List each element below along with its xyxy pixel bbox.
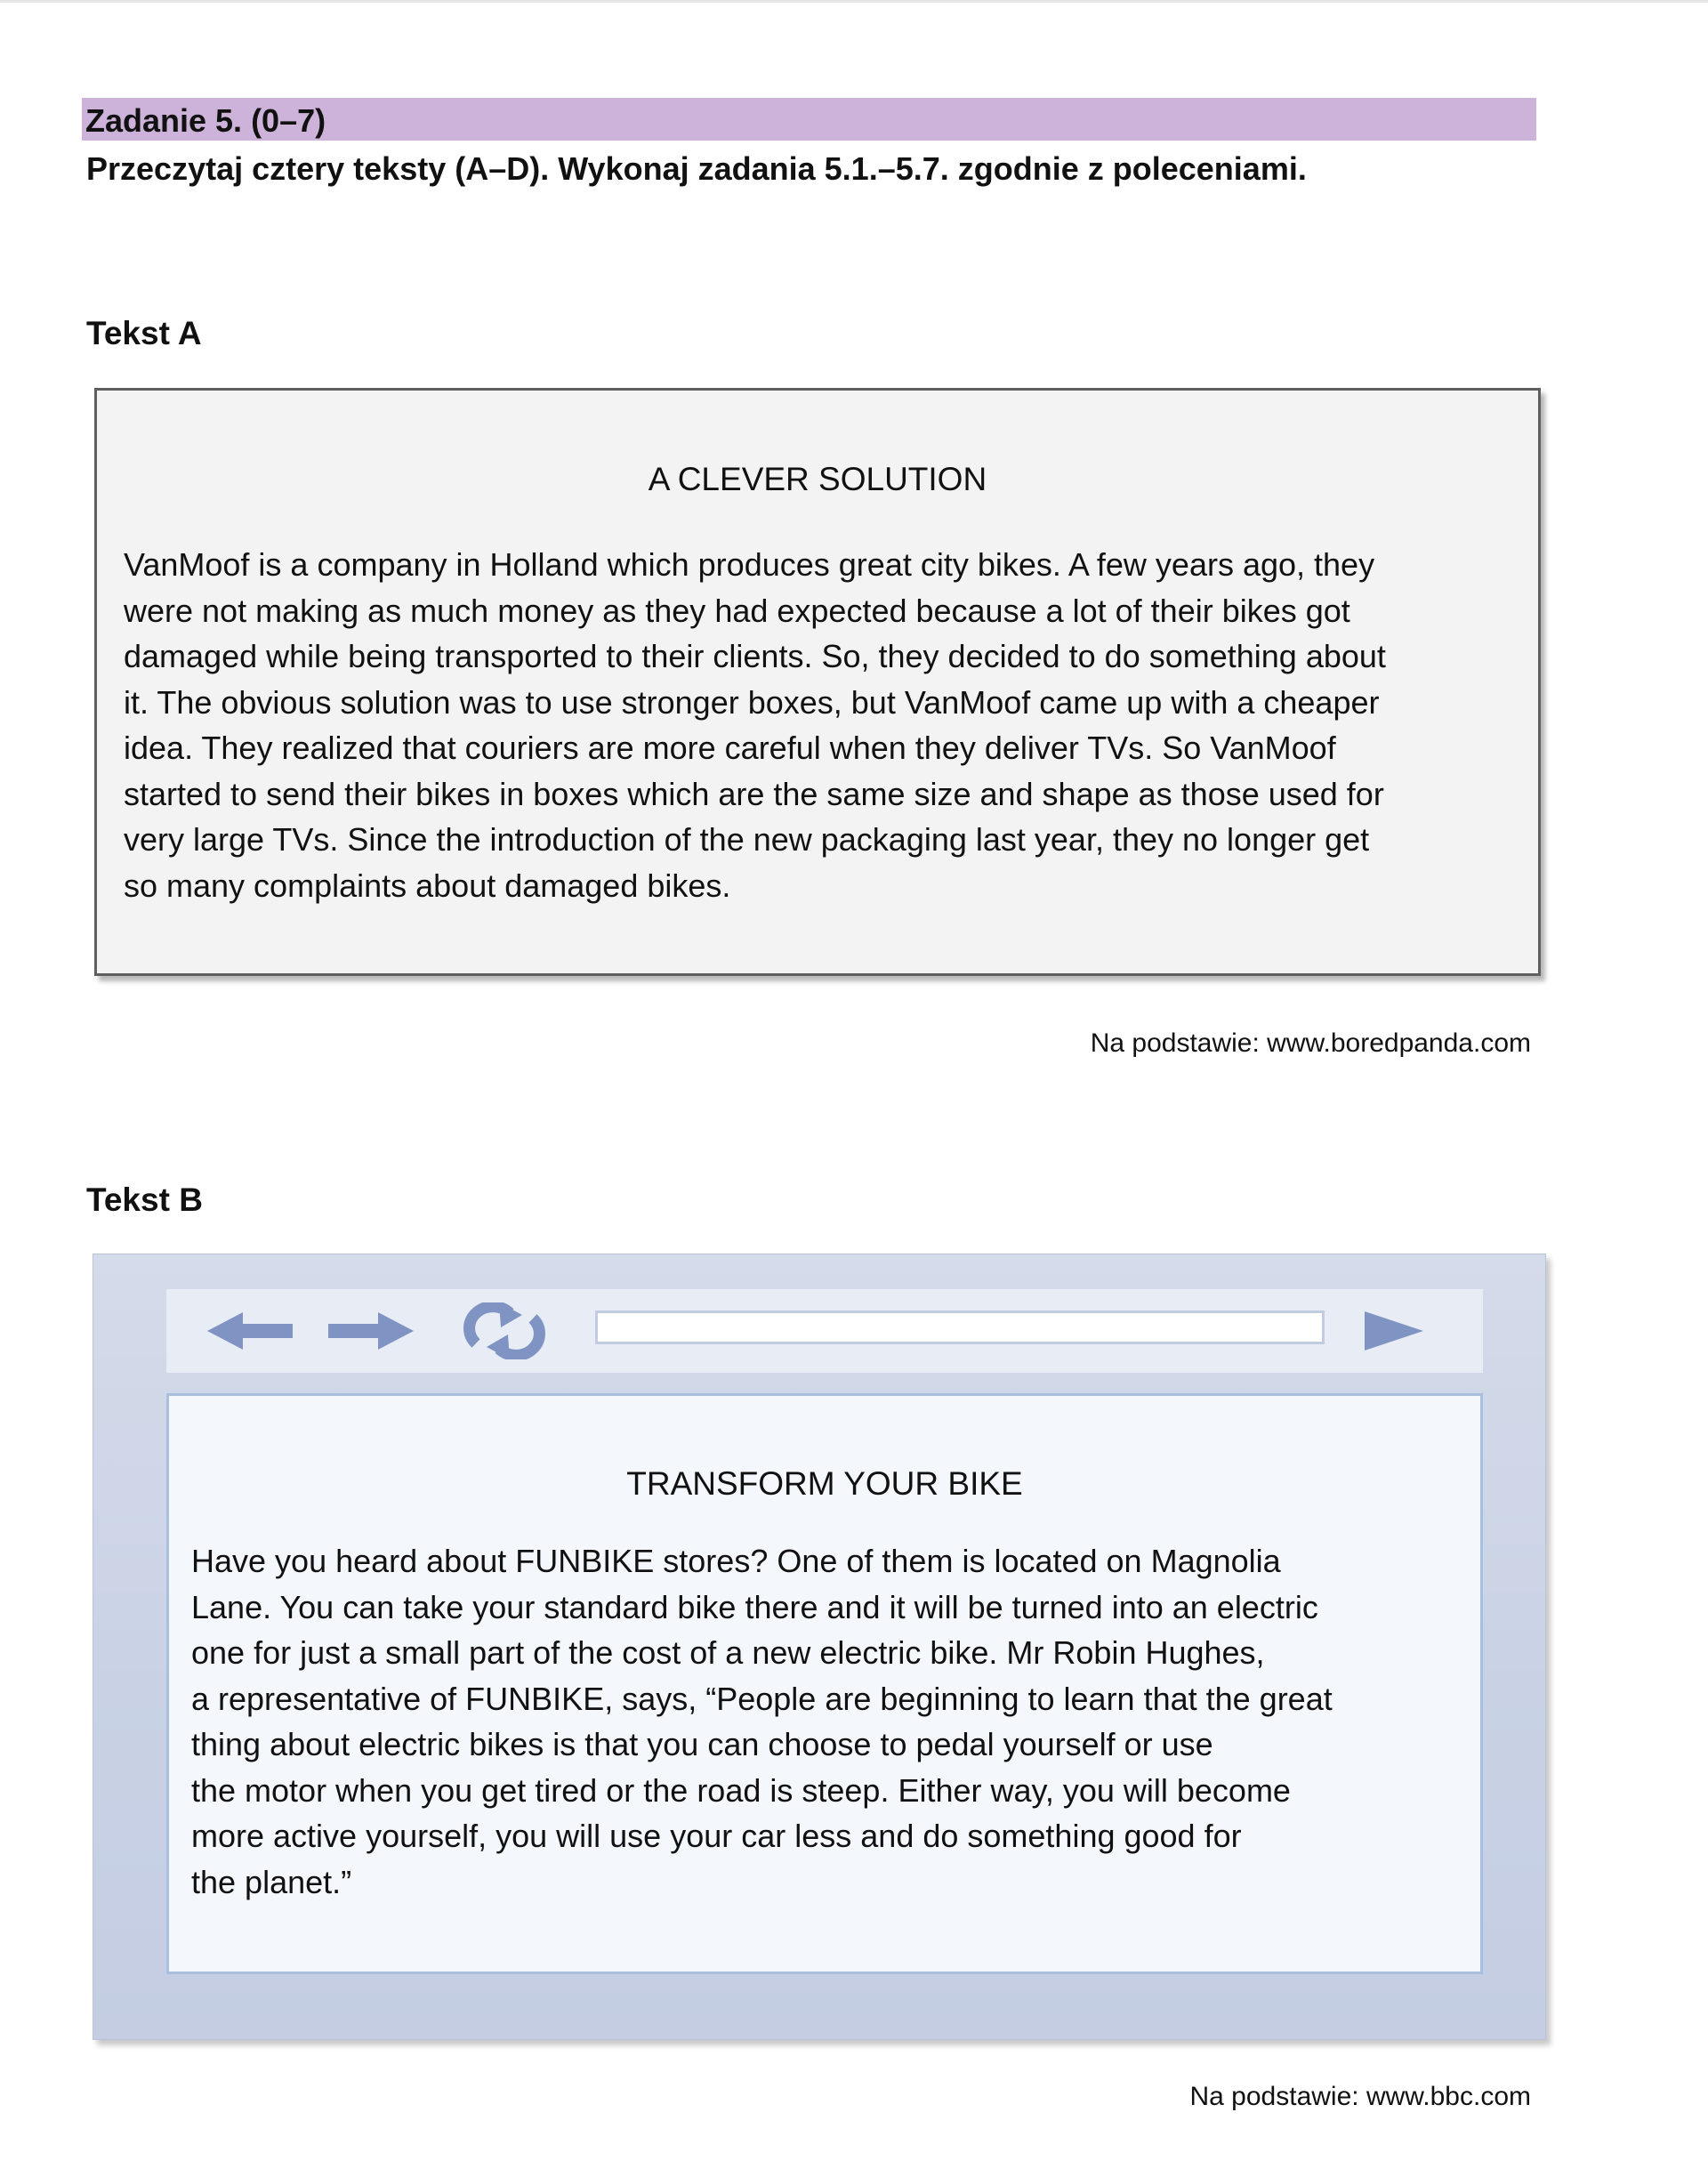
text-b-label: Tekst B [86,1181,203,1218]
text-a-title: A CLEVER SOLUTION [648,461,987,497]
task-title: Zadanie 5. (0–7) [85,102,326,139]
forward-arrow-icon [325,1298,417,1364]
text-b-line: Lane. You can take your standard bike there and it will be turned into an electric [191,1588,1318,1625]
text-a-body [124,542,1529,908]
text-b-line: a representative of FUNBIKE, says, “People are beginning to learn that the great [191,1680,1333,1717]
text-b-line: Have you heard about FUNBIKE stores? One of them is located on Magnolia [191,1543,1281,1579]
text-a-line: were not making as much money as they had expected because a lot of their bikes got [124,592,1350,629]
task-instruction: Przeczytaj cztery teksty (A–D). Wykonaj zadania 5.1.–5.7. zgodnie z poleceniami. [86,150,1307,187]
browser-content [166,1393,1483,1974]
text-b-browser-frame [93,1254,1546,2040]
text-a-line: started to send their bikes in boxes which are the same size and shape as those used for [124,775,1384,812]
text-b-line: thing about electric bikes is that you can choose to pedal yourself or use [191,1726,1213,1762]
text-b-line: one for just a small part of the cost of a new electric bike. Mr Robin Hughes, [191,1634,1265,1671]
text-a-line: VanMoof is a company in Holland which produces great city bikes. A few years ago, they [124,546,1375,583]
text-a-line: idea. They realized that couriers are more careful when they deliver TVs. So VanMoof [124,730,1336,766]
text-b-line: more active yourself, you will use your car less and do something good for [191,1818,1242,1854]
text-a-line: it. The obvious solution was to use stronger boxes, but VanMoof came up with a cheaper [124,683,1380,721]
back-arrow-icon [204,1298,296,1364]
text-a-line: damaged while being transported to their clients. So, they decided to do something about [124,638,1386,674]
address-bar [595,1310,1325,1344]
refresh-icon [453,1298,556,1364]
text-b-line: the planet.” [191,1863,352,1900]
text-a-line: so many complaints about damaged bikes. [124,867,731,904]
text-b-source: Na podstawie: www.bbc.com [1189,2082,1531,2111]
text-a-source: Na podstawie: www.boredpanda.com [1090,1028,1531,1058]
page-top-edge [0,0,1708,3]
text-a-box [94,388,1541,976]
text-a-label: Tekst A [86,315,202,351]
go-play-icon [1358,1298,1430,1364]
text-a-line: very large TVs. Since the introduction of the new packaging last year, they no longer get [124,821,1370,858]
text-b-title: TRANSFORM YOUR BIKE [626,1465,1023,1502]
text-b-body [191,1538,1472,1905]
text-b-line: the motor when you get tired or the road is steep. Either way, you will become [191,1771,1291,1809]
browser-toolbar [166,1289,1483,1373]
